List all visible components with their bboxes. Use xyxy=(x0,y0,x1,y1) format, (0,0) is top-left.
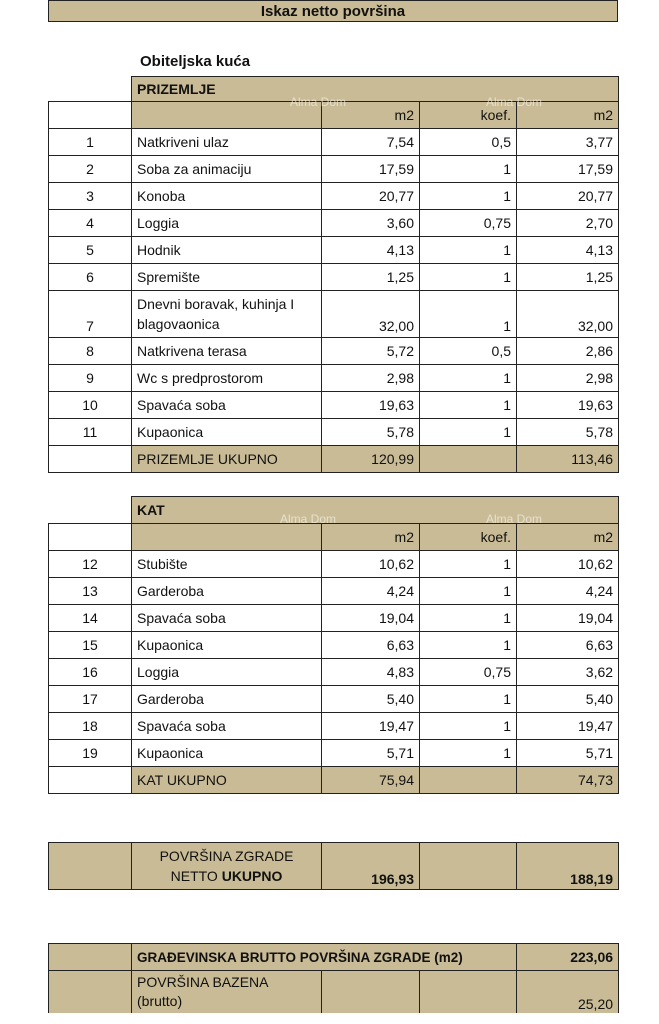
table-row xyxy=(49,551,619,578)
table-row xyxy=(49,578,619,605)
building-total-net: 188,19 xyxy=(517,843,619,890)
room-name: Loggia xyxy=(132,210,322,237)
gross-area-value: 223,06 xyxy=(517,944,619,971)
table-row xyxy=(49,338,619,365)
row-number: 14 xyxy=(49,605,132,632)
table-row xyxy=(49,156,619,183)
room-coef: 1 xyxy=(420,156,517,183)
room-area-m2: 7,54 xyxy=(322,129,420,156)
room-net-m2: 4,24 xyxy=(517,578,619,605)
floor-section-label: KAT xyxy=(132,497,619,524)
row-number: 16 xyxy=(49,659,132,686)
room-name: Dnevni boravak, kuhinja I blagovaonica xyxy=(132,291,322,338)
room-area-m2: 20,77 xyxy=(322,183,420,210)
room-name: Konoba xyxy=(132,183,322,210)
table-row xyxy=(49,740,619,767)
row-number: 12 xyxy=(49,551,132,578)
ground-section-label: PRIZEMLJE xyxy=(132,77,619,102)
room-name: Loggia xyxy=(132,659,322,686)
gross-area-label: GRAĐEVINSKA BRUTTO POVRŠINA ZGRADE (m2) xyxy=(132,944,517,971)
table-row xyxy=(49,264,619,291)
row-number: 2 xyxy=(49,156,132,183)
room-net-m2: 20,77 xyxy=(517,183,619,210)
room-net-m2: 5,78 xyxy=(517,419,619,446)
row-number: 5 xyxy=(49,237,132,264)
room-area-m2: 17,59 xyxy=(322,156,420,183)
room-net-m2: 19,47 xyxy=(517,713,619,740)
table-row xyxy=(49,237,619,264)
room-net-m2: 5,40 xyxy=(517,686,619,713)
table-row xyxy=(49,291,619,338)
ground-total-row xyxy=(49,446,619,473)
table-row xyxy=(49,129,619,156)
upper-floor-table xyxy=(48,496,619,794)
header-coef: koef. xyxy=(420,524,517,551)
row-number: 9 xyxy=(49,365,132,392)
room-coef: 1 xyxy=(420,183,517,210)
room-coef: 1 xyxy=(420,632,517,659)
room-net-m2: 1,25 xyxy=(517,264,619,291)
room-coef: 1 xyxy=(420,365,517,392)
room-name: Garderoba xyxy=(132,578,322,605)
room-coef: 1 xyxy=(420,264,517,291)
room-name: Natkrivena terasa xyxy=(132,338,322,365)
ground-total-net: 113,46 xyxy=(517,446,619,473)
room-net-m2: 19,63 xyxy=(517,392,619,419)
header-m2: m2 xyxy=(322,102,420,129)
row-number: 18 xyxy=(49,713,132,740)
subtitle: Obiteljska kuća xyxy=(140,53,251,70)
room-net-m2: 10,62 xyxy=(517,551,619,578)
room-coef: 1 xyxy=(420,605,517,632)
row-number: 6 xyxy=(49,264,132,291)
room-name: Kupaonica xyxy=(132,632,322,659)
room-coef: 1 xyxy=(420,740,517,767)
room-area-m2: 1,25 xyxy=(322,264,420,291)
room-coef: 0,5 xyxy=(420,129,517,156)
room-name: Kupaonica xyxy=(132,740,322,767)
row-number: 8 xyxy=(49,338,132,365)
row-number: 19 xyxy=(49,740,132,767)
row-number: 11 xyxy=(49,419,132,446)
room-net-m2: 6,63 xyxy=(517,632,619,659)
room-coef: 1 xyxy=(420,237,517,264)
room-coef: 0,75 xyxy=(420,659,517,686)
pool-line2: (brutto) xyxy=(137,992,183,1009)
room-name: Hodnik xyxy=(132,237,322,264)
row-number: 4 xyxy=(49,210,132,237)
header-m2-net: m2 xyxy=(517,102,619,129)
row-number: 13 xyxy=(49,578,132,605)
table-row xyxy=(49,419,619,446)
room-area-m2: 19,04 xyxy=(322,605,420,632)
table-row xyxy=(49,392,619,419)
pool-area-label xyxy=(132,971,322,1013)
building-total-line1: POVRŠINA ZGRADE xyxy=(159,848,294,864)
room-coef: 1 xyxy=(420,578,517,605)
room-name: Stubište xyxy=(132,551,322,578)
room-net-m2: 32,00 xyxy=(517,291,619,338)
room-name: Wc s predprostorom xyxy=(132,365,322,392)
room-net-m2: 2,70 xyxy=(517,210,619,237)
floor-total-row xyxy=(49,767,619,794)
room-area-m2: 19,47 xyxy=(322,713,420,740)
building-total-label xyxy=(132,843,322,890)
header-m2-net: m2 xyxy=(517,524,619,551)
pool-area-value: 25,20 xyxy=(517,971,619,1013)
room-net-m2: 19,04 xyxy=(517,605,619,632)
floor-total-net: 74,73 xyxy=(517,767,619,794)
table-row xyxy=(49,713,619,740)
room-coef: 1 xyxy=(420,291,517,338)
room-area-m2: 5,72 xyxy=(322,338,420,365)
room-name: Natkriveni ulaz xyxy=(132,129,322,156)
floor-total-label: KAT UKUPNO xyxy=(132,767,322,794)
room-area-m2: 5,71 xyxy=(322,740,420,767)
watermark: Alma Dom xyxy=(280,512,337,526)
watermark: Alma Dom xyxy=(290,95,347,109)
pool-line1: POVRŠINA BAZENA xyxy=(137,973,269,990)
room-name: Spremište xyxy=(132,264,322,291)
room-coef: 1 xyxy=(420,392,517,419)
room-coef: 1 xyxy=(420,686,517,713)
room-area-m2: 32,00 xyxy=(322,291,420,338)
room-area-m2: 6,63 xyxy=(322,632,420,659)
row-number: 10 xyxy=(49,392,132,419)
gross-area-table xyxy=(48,943,619,1013)
table-row xyxy=(49,210,619,237)
room-coef: 0,75 xyxy=(420,210,517,237)
table-row xyxy=(49,183,619,210)
ground-total-label: PRIZEMLJE UKUPNO xyxy=(132,446,322,473)
room-area-m2: 10,62 xyxy=(322,551,420,578)
building-total-m2: 196,93 xyxy=(322,843,420,890)
ground-total-m2: 120,99 xyxy=(322,446,420,473)
building-total-line2 xyxy=(137,866,316,886)
room-name: Spavaća soba xyxy=(132,605,322,632)
room-name: Spavaća soba xyxy=(132,392,322,419)
table-row xyxy=(49,605,619,632)
room-net-m2: 2,98 xyxy=(517,365,619,392)
table-row xyxy=(49,365,619,392)
building-total-prefix: NETTO xyxy=(170,868,222,884)
room-net-m2: 17,59 xyxy=(517,156,619,183)
ground-floor-table xyxy=(48,76,619,473)
table-row xyxy=(49,686,619,713)
room-name: Soba za animaciju xyxy=(132,156,322,183)
table-row xyxy=(49,632,619,659)
header-m2: m2 xyxy=(322,524,420,551)
row-number: 7 xyxy=(49,291,132,338)
room-coef: 0,5 xyxy=(420,338,517,365)
building-total-bold: UKUPNO xyxy=(221,868,283,884)
room-area-m2: 4,24 xyxy=(322,578,420,605)
room-area-m2: 5,40 xyxy=(322,686,420,713)
watermark: Alma Dom xyxy=(486,95,543,109)
room-name: Garderoba xyxy=(132,686,322,713)
row-number: 3 xyxy=(49,183,132,210)
floor-header-row xyxy=(49,524,619,551)
room-net-m2: 5,71 xyxy=(517,740,619,767)
row-number: 1 xyxy=(49,129,132,156)
table-row xyxy=(49,659,619,686)
building-total-table xyxy=(48,842,619,890)
floor-total-m2: 75,94 xyxy=(322,767,420,794)
room-net-m2: 2,86 xyxy=(517,338,619,365)
room-area-m2: 4,83 xyxy=(322,659,420,686)
room-coef: 1 xyxy=(420,713,517,740)
room-net-m2: 3,62 xyxy=(517,659,619,686)
page-title: Iskaz netto površina xyxy=(48,0,618,22)
room-coef: 1 xyxy=(420,551,517,578)
room-net-m2: 4,13 xyxy=(517,237,619,264)
watermark: Alma Dom xyxy=(486,512,543,526)
room-area-m2: 4,13 xyxy=(322,237,420,264)
room-net-m2: 3,77 xyxy=(517,129,619,156)
header-coef: koef. xyxy=(420,102,517,129)
room-coef: 1 xyxy=(420,419,517,446)
room-area-m2: 2,98 xyxy=(322,365,420,392)
row-number: 15 xyxy=(49,632,132,659)
room-name: Kupaonica xyxy=(132,419,322,446)
room-area-m2: 5,78 xyxy=(322,419,420,446)
row-number: 17 xyxy=(49,686,132,713)
room-area-m2: 19,63 xyxy=(322,392,420,419)
room-name: Spavaća soba xyxy=(132,713,322,740)
room-area-m2: 3,60 xyxy=(322,210,420,237)
